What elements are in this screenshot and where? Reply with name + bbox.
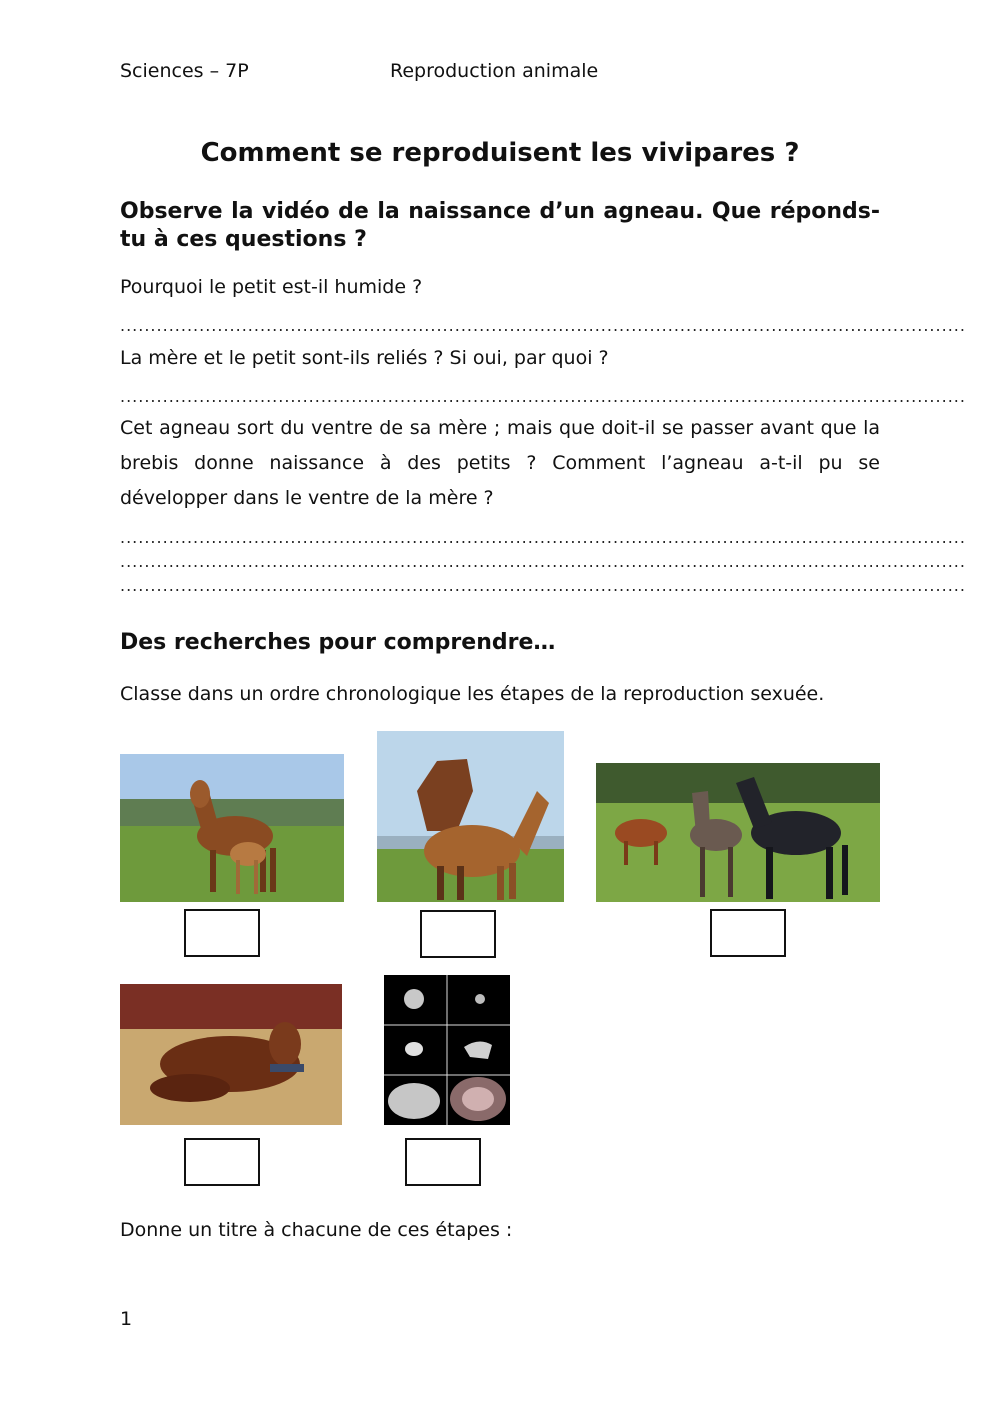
answer-line-1[interactable]: ........................................................................................................................................... bbox=[120, 316, 966, 335]
section2-heading: Des recherches pour comprendre… bbox=[120, 630, 556, 655]
header-topic: Reproduction animale bbox=[390, 60, 599, 82]
order-box-2[interactable] bbox=[420, 910, 496, 958]
page-title: Comment se reproduisent les vivipares ? bbox=[200, 138, 800, 168]
titles-prompt: Donne un titre à chacune de ces étapes : bbox=[120, 1219, 513, 1241]
mare-and-foal-photo bbox=[120, 754, 344, 902]
answer-line-2[interactable]: ........................................................................................................................................... bbox=[120, 387, 966, 406]
page-number: 1 bbox=[120, 1308, 133, 1330]
question-3: Cet agneau sort du ventre de sa mère ; mais que doit-il se passer avant que la brebis donne naissance à des petits ? Comment l’agneau a-t-il pu se développer dans le ventre de la mère ? bbox=[120, 417, 880, 509]
embryo-development-photo bbox=[384, 975, 510, 1125]
mating-horses-photo bbox=[377, 731, 564, 902]
answer-line-3c[interactable]: ........................................................................................................................................... bbox=[120, 576, 966, 595]
ordering-instruction: Classe dans un ordre chronologique les étapes de la reproduction sexuée. bbox=[120, 683, 825, 705]
question-2: La mère et le petit sont-ils reliés ? Si oui, par quoi ? bbox=[120, 347, 609, 369]
order-box-5[interactable] bbox=[405, 1138, 481, 1186]
order-box-3[interactable] bbox=[710, 909, 786, 957]
answer-line-3b[interactable]: ........................................................................................................................................... bbox=[120, 552, 966, 571]
order-box-1[interactable] bbox=[184, 909, 260, 957]
section1-heading: Observe la vidéo de la naissance d’un agneau. Que réponds-tu à ces questions ? bbox=[120, 199, 880, 252]
newborn-foal-photo bbox=[120, 984, 342, 1125]
header-subject: Sciences – 7P bbox=[120, 60, 249, 82]
answer-line-3a[interactable]: ........................................................................................................................................... bbox=[120, 528, 966, 547]
horses-in-pasture-photo bbox=[596, 763, 880, 902]
order-box-4[interactable] bbox=[184, 1138, 260, 1186]
question-1: Pourquoi le petit est-il humide ? bbox=[120, 276, 423, 298]
